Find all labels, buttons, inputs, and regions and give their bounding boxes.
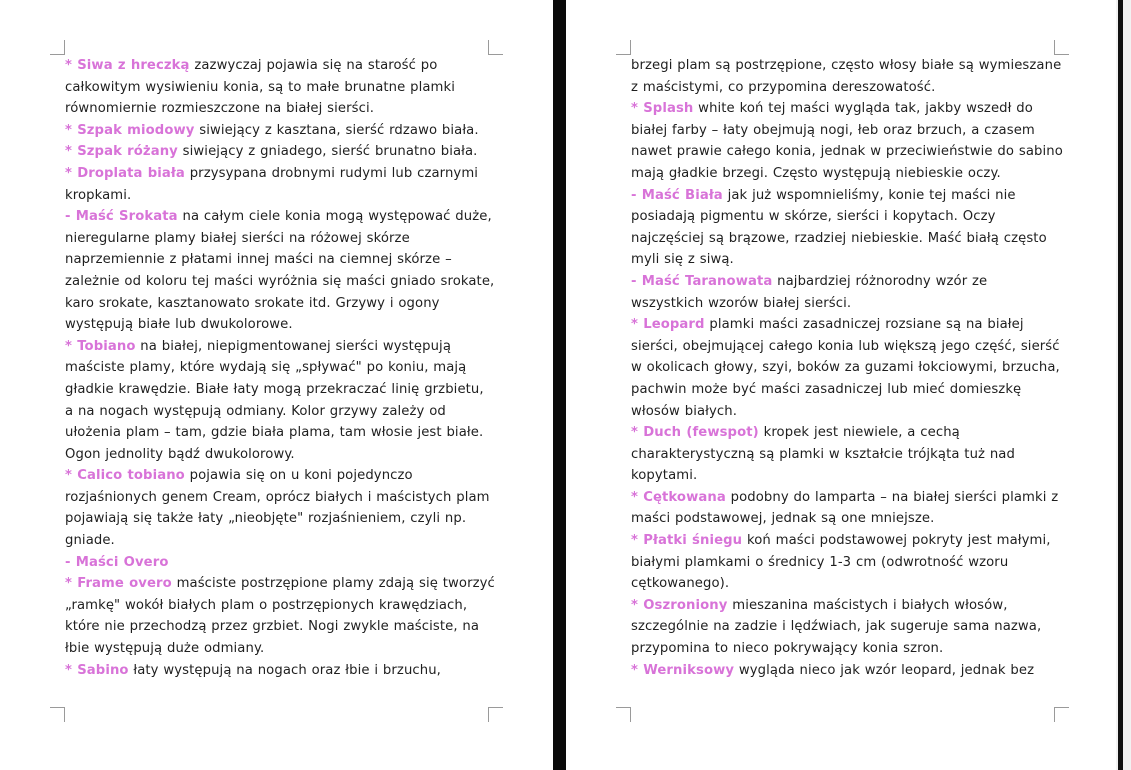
- highlighted-term: - Maści Overo: [65, 554, 169, 570]
- paragraph-text: brzegi plam są postrzępione, często włosy białe są wymieszane z maścistymi, co przypomina dereszowatość.: [631, 58, 1062, 95]
- highlighted-term: * Szpak różany: [65, 144, 178, 160]
- scrollbar-track-line: [1118, 0, 1123, 770]
- paragraph-text: koń maści podstawowej pokryty jest małymi, białymi plamkami o średnicy 1-3 cm (odwrotność wzoru cętkowanego).: [631, 533, 1051, 592]
- paragraph: [65, 660, 495, 682]
- paragraph-text: podobny do lamparta – na białej sierści plamki z maści podstawowej, jednak są one mniejsze.: [631, 489, 1059, 527]
- scrollbar-thumb[interactable]: [1118, 0, 1123, 18]
- paragraph-text: plamki maści zasadniczej rozsiane są na białej sierści, obejmującej całego konia lub większą jego część, sierść w okolicach głowy, szyi, boków za guzami łokciowymi, brzucha, pachwin może być maści zasadniczej lub mieć domieszkę włosów białych.: [631, 317, 1060, 419]
- document-page-right: [566, 0, 1116, 770]
- paragraph-text: jak już wspomnieliśmy, konie tej maści nie posiadają pigmentu w skórze, sierści i kopytach. Oczy najczęściej są brązowe, rzadziej niebieskie. Maść białą często myli się z siwą.: [631, 187, 1047, 268]
- paragraph: [631, 530, 1063, 595]
- highlighted-term: * Splash: [631, 101, 694, 117]
- paragraph-text: zazwyczaj pojawia się na starość po całkowitym wysiwieniu konia, są to małe brunatne plamki równomiernie rozmieszczone na białej sierści.: [65, 58, 456, 117]
- paragraph-text: łaty występują na nogach oraz łbie i brzuchu,: [128, 662, 441, 678]
- paragraph-text: siwiejący z gniadego, sierść brunatno biała.: [177, 144, 478, 160]
- paragraph: [631, 98, 1063, 184]
- crop-mark-bottom-right: [488, 707, 503, 722]
- paragraph: [631, 185, 1063, 271]
- paragraph: [631, 422, 1063, 487]
- paragraph: [65, 573, 495, 659]
- crop-mark-top-left: [616, 40, 631, 55]
- paragraph: [631, 55, 1063, 98]
- highlighted-term: * Leopard: [631, 317, 705, 333]
- highlighted-term: * Calico tobiano: [65, 468, 185, 484]
- document-page-left: [0, 0, 553, 770]
- paragraph: [65, 206, 495, 336]
- highlighted-term: - Maść Taranowata: [631, 273, 773, 289]
- highlighted-term: * Droplata biała: [65, 165, 185, 181]
- page-text[interactable]: [631, 55, 1063, 681]
- paragraph: [631, 487, 1063, 530]
- paragraph: [65, 163, 495, 206]
- paragraph: [65, 141, 495, 163]
- highlighted-term: * Duch (fewspot): [631, 425, 759, 441]
- highlighted-term: * Frame overo: [65, 576, 172, 592]
- paragraph-text: na białej, niepigmentowanej sierści występują maściste plamy, które wydają się „spływać" po koniu, mają gładkie krawędzie. Białe łaty mogą przekraczać linię grzbietu, a na nogach występują odmiany. Kolor grzywy zależy od ułożenia plam – tam, gdzie biała plama, tam włosie jest białe. Ogon jednolity bądź dwukolorowy.: [65, 338, 484, 462]
- paragraph: [65, 336, 495, 466]
- highlighted-term: * Sabino: [65, 662, 129, 678]
- paragraph: [631, 660, 1063, 682]
- highlighted-term: * Tobiano: [65, 338, 136, 354]
- paragraph-text: na całym ciele konia mogą występować duże, nieregularne plamy białej sierści na różowej skórze naprzemiennie z płatami innej maści na ciemnej skórze – zależnie od koloru tej maści wyróżnia się maści gniado srokate, karo srokate, kasztanowato srokate itd. Grzywy i ogony występują białe lub dwukolorowe.: [65, 209, 495, 333]
- paragraph-text: siwiejący z kasztana, sierść rdzawo biała.: [194, 122, 479, 138]
- paragraph-text: white koń tej maści wygląda tak, jakby wszedł do białej farby – łaty obejmują nogi, łeb oraz brzuch, a czasem nawet prawie całego konia, jednak w przeciwieństwie do sabino mają gładkie brzegi. Często występują niebieskie oczy.: [631, 101, 1063, 181]
- paragraph: [65, 120, 495, 142]
- highlighted-term: * Płatki śniegu: [631, 533, 743, 549]
- crop-mark-top-right: [1054, 40, 1069, 55]
- paragraph: [631, 595, 1063, 660]
- crop-mark-bottom-right: [1054, 707, 1069, 722]
- highlighted-term: - Maść Biała: [631, 187, 723, 203]
- highlighted-term: * Cętkowana: [631, 489, 726, 505]
- crop-mark-top-right: [488, 40, 503, 55]
- paragraph-text: pojawia się on u koni pojedynczo rozjaśnionych genem Cream, oprócz białych i maścistych plam pojawiają się także łaty „nieobjęte" rozjaśnieniem, czyli np. gniade.: [65, 468, 490, 549]
- paragraph-text: przysypana drobnymi rudymi lub czarnymi kropkami.: [65, 165, 479, 203]
- paragraph: [65, 552, 495, 574]
- paragraph: [65, 465, 495, 551]
- crop-mark-bottom-left: [50, 707, 65, 722]
- crop-mark-top-left: [50, 40, 65, 55]
- crop-mark-bottom-left: [616, 707, 631, 722]
- paragraph-text: maściste postrzępione plamy zdają się tworzyć „ramkę" wokół białych plam o postrzępionych krawędziach, które nie przechodzą przez grzbiet. Nogi zwykle maściste, na łbie występują duże odmiany.: [65, 576, 495, 657]
- paragraph: [631, 271, 1063, 314]
- highlighted-term: - Maść Srokata: [65, 209, 178, 225]
- page-text[interactable]: [65, 55, 495, 681]
- vertical-scrollbar[interactable]: [1116, 0, 1131, 770]
- paragraph-text: najbardziej różnorodny wzór ze wszystkich wzorów białej sierści.: [631, 273, 988, 311]
- paragraph-text: kropek jest niewiele, a cechą charakterystyczną są plamki w kształcie trójkąta tuż nad kopytami.: [631, 425, 1015, 484]
- paragraph: [631, 314, 1063, 422]
- highlighted-term: * Werniksowy: [631, 662, 735, 678]
- paragraph-text: mieszanina maścistych i białych włosów, szczególnie na zadzie i lędźwiach, jak sugeruje sama nazwa, przypomina to nieco pokrywający konia szron.: [631, 597, 1042, 657]
- page-gutter: [553, 0, 566, 770]
- highlighted-term: * Siwa z hreczką: [65, 58, 190, 73]
- highlighted-term: * Oszroniony: [631, 597, 728, 613]
- paragraph: [65, 55, 495, 120]
- paragraph-text: wygląda nieco jak wzór leopard, jednak bez: [734, 662, 1035, 678]
- highlighted-term: * Szpak miodowy: [65, 122, 195, 138]
